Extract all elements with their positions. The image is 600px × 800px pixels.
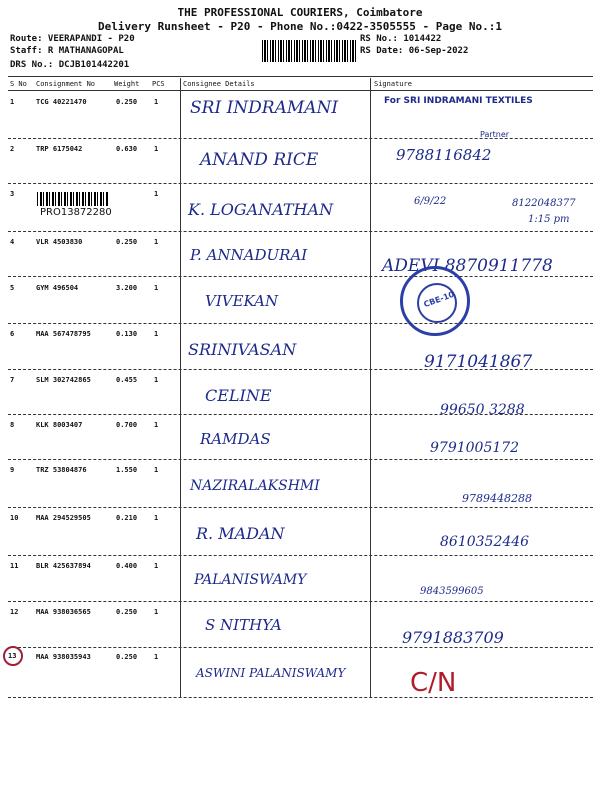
row-5-consignee: VIVEKAN [205, 292, 279, 310]
row-2-pcs: 1 [154, 145, 159, 153]
row-12-consignment: MAA 938036565 [36, 608, 91, 616]
row-4-rule [8, 276, 593, 277]
row-5-rule [8, 323, 593, 324]
row-13-pcs: 1 [154, 653, 159, 661]
row-1-weight: 0.250 [116, 98, 138, 106]
drs-label: DRS No.: DCJB101442201 [10, 60, 130, 70]
row-11-weight: 0.400 [116, 562, 138, 570]
row-6-rule [8, 369, 593, 370]
row-4-pcs: 1 [154, 238, 159, 246]
row-10-weight: 0.210 [116, 514, 138, 522]
row-9-consignment: TRZ 53804876 [36, 466, 87, 474]
row-5-sno: 5 [10, 284, 15, 292]
row-13-consignment: MAA 938035943 [36, 653, 91, 661]
row-8-rule [8, 459, 593, 460]
row-5-pcs: 1 [154, 284, 159, 292]
company-title: THE PROFESSIONAL COURIERS, Coimbatore [177, 6, 423, 19]
col-sno-header: S No [10, 80, 27, 88]
row-3-sno: 3 [10, 190, 15, 198]
row-3-barcode [37, 192, 109, 206]
row-6-consignee: SRINIVASAN [188, 340, 297, 359]
row-10-consignment: MAA 294529505 [36, 514, 91, 522]
row-6-consignment: MAA 567478795 [36, 330, 91, 338]
stamp-text: CBE-10 [422, 289, 456, 310]
row-7-weight: 0.455 [116, 376, 138, 384]
row-12-weight: 0.250 [116, 608, 138, 616]
row-3-pcs: 1 [154, 190, 159, 198]
header-top-rule [8, 76, 593, 77]
col-pcs-header: PCS [152, 80, 165, 88]
row-7-consignment: SLM 302742865 [36, 376, 91, 384]
row-9-sno: 9 [10, 466, 15, 474]
row-7-pcs: 1 [154, 376, 159, 384]
row-12-signature: 9791883709 [402, 628, 504, 647]
row-8-weight: 0.700 [116, 421, 138, 429]
drs-barcode [262, 40, 357, 62]
signature-divider [370, 78, 371, 698]
staff-label: Staff: R MATHANAGOPAL [10, 46, 124, 56]
header-bottom-rule [8, 90, 593, 91]
row-13-consignee: ASWINI PALANISWAMY [196, 666, 346, 680]
row-9-consignee: NAZIRALAKSHMI [190, 478, 320, 494]
row-2-signature: 9788116842 [396, 146, 492, 164]
row-5-consignment: GYM 496504 [36, 284, 79, 292]
row-2-consignee: ANAND RICE [200, 150, 319, 170]
row-12-sno: 12 [10, 608, 19, 616]
row-2-rule [8, 183, 593, 184]
row-11-signature: 9843599605 [420, 586, 484, 597]
row-13-rule [8, 697, 593, 698]
row-4-consignment: VLR 4503830 [36, 238, 83, 246]
row-4-consignee: P. ANNADURAI [190, 246, 308, 264]
row-1-rule [8, 138, 593, 139]
row-7-signature: 99650 3288 [440, 402, 525, 418]
row-9-pcs: 1 [154, 466, 159, 474]
row-10-consignee: R. MADAN [196, 524, 285, 543]
row-13-weight: 0.250 [116, 653, 138, 661]
row-3-signature: 8122048377 [512, 198, 576, 209]
runsheet-title: Delivery Runsheet - P20 - Phone No.:0422-3505555 - Page No.:1 [98, 20, 502, 33]
row-2-consignment: TRP 6175042 [36, 145, 83, 153]
rs-date: RS Date: 06-Sep-2022 [360, 46, 469, 56]
row-10-signature: 8610352446 [440, 534, 530, 550]
row-7-sno: 7 [10, 376, 15, 384]
row-9-rule [8, 507, 593, 508]
row-12-consignee: S NITHYA [205, 616, 282, 634]
row-5-weight: 3.200 [116, 284, 138, 292]
col-consignee-header: Consignee Details [183, 80, 255, 88]
row-8-consignee: RAMDAS [200, 430, 271, 448]
row-6-weight: 0.130 [116, 330, 138, 338]
row-6-pcs: 1 [154, 330, 159, 338]
consignee-divider [180, 78, 181, 698]
row-8-signature: 9791005172 [430, 440, 520, 456]
row-9-signature: 9789448288 [462, 492, 532, 505]
row-6-sno: 6 [10, 330, 15, 338]
row-11-consignee: PALANISWAMY [194, 572, 307, 588]
route-label: Route: VEERAPANDI - P20 [10, 34, 135, 44]
row-7-rule [8, 414, 593, 415]
row-10-sno: 10 [10, 514, 19, 522]
row-1-consignment: TCG 40221470 [36, 98, 87, 106]
row-6-signature: 9171041867 [424, 352, 533, 372]
row-8-sno: 8 [10, 421, 15, 429]
row-4-signature: ADEVI 8870911778 [382, 256, 553, 276]
row-13-signature: C/N [410, 668, 457, 698]
row-7-consignee: CELINE [205, 386, 272, 405]
row-12-pcs: 1 [154, 608, 159, 616]
row-11-consignment: BLR 425637894 [36, 562, 91, 570]
col-consignment-header: Consignment No [36, 80, 96, 88]
row-10-pcs: 1 [154, 514, 159, 522]
row-4-weight: 0.250 [116, 238, 138, 246]
row-3-time: 1:15 pm [528, 214, 570, 225]
row-11-sno: 11 [10, 562, 19, 570]
rs-number: RS No.: 1014422 [360, 34, 442, 44]
col-weight-header: Weight [114, 80, 140, 88]
delivery-stamp [400, 266, 470, 336]
row-3-consignee: K. LOGANATHAN [188, 200, 334, 219]
row-1-printed-signature: For SRI INDRAMANI TEXTILES [384, 96, 533, 106]
row-8-consignment: KLK 8003407 [36, 421, 83, 429]
row-10-rule [8, 555, 593, 556]
row-12-rule [8, 647, 593, 648]
row-8-pcs: 1 [154, 421, 159, 429]
row-1-pcs: 1 [154, 98, 159, 106]
row-1-consignee: SRI INDRAMANI [190, 98, 339, 118]
row-9-weight: 1.550 [116, 466, 138, 474]
row-1-signature: Partner [480, 130, 510, 139]
row-3-rule [8, 231, 593, 232]
row-11-rule [8, 601, 593, 602]
row-3-barcode-text: PRO13872280 [40, 207, 112, 218]
row-1-sno: 1 [10, 98, 15, 106]
row-4-sno: 4 [10, 238, 15, 246]
row-2-weight: 0.630 [116, 145, 138, 153]
col-signature-header: Signature [374, 80, 412, 88]
row-3-date: 6/9/22 [414, 196, 447, 207]
row-13-sno: 13 [8, 652, 17, 660]
row-2-sno: 2 [10, 145, 15, 153]
row-11-pcs: 1 [154, 562, 159, 570]
